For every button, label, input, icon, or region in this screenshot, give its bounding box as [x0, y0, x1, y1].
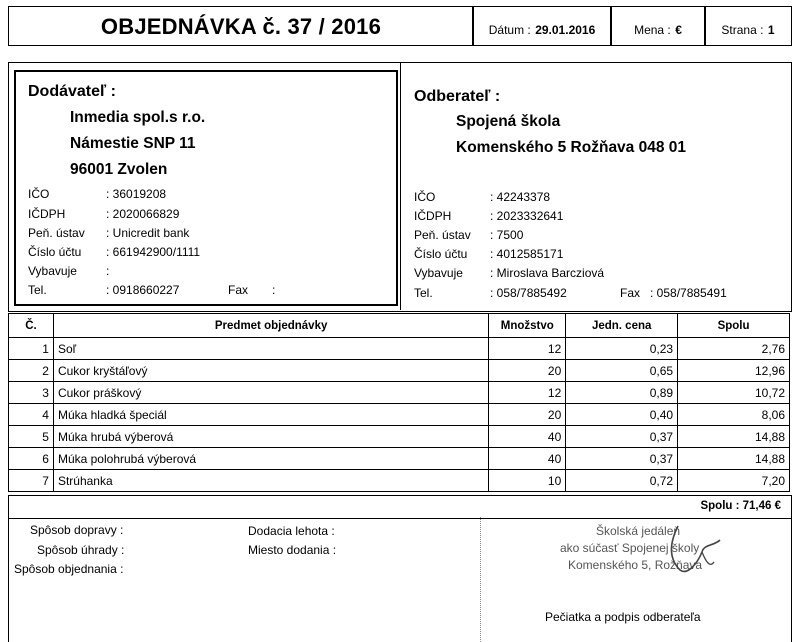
order-items-table	[8, 313, 790, 492]
order-total: Spolu : 71,46 €	[700, 500, 781, 512]
ordering-label: Spôsob objednania :	[14, 562, 124, 576]
row-no: 3	[9, 382, 54, 404]
row-item: Múka hladká špeciál	[53, 404, 488, 426]
customer-contact-label: Vybavuje	[414, 266, 463, 280]
row-item: Múka hrubá výberová	[53, 426, 488, 448]
supplier-heading: Dodávateľ :	[28, 83, 116, 100]
supplier-street: Námestie SNP 11	[70, 135, 196, 152]
supplier-fax-label: Fax	[228, 283, 249, 297]
row-total: 14,88	[678, 448, 790, 470]
row-total: 2,76	[678, 338, 790, 360]
customer-account-value: : 4012585171	[490, 247, 564, 261]
stamp-line-1: Školská jedáleň	[596, 524, 681, 538]
currency-label: Mena :	[634, 23, 671, 37]
customer-name: Spojená škola	[456, 113, 561, 130]
date-cell	[472, 6, 612, 46]
row-no: 2	[9, 360, 54, 382]
table-row	[9, 360, 790, 382]
date-value: 29.01.2016	[535, 23, 596, 37]
row-total: 14,88	[678, 426, 790, 448]
row-total: 7,20	[678, 470, 790, 492]
page-label: Strana :	[721, 23, 764, 37]
table-row	[9, 426, 790, 448]
col-header-total: Spolu	[678, 314, 790, 338]
row-item: Cukor práškový	[53, 382, 488, 404]
signature-mark	[640, 522, 750, 580]
delivery-time-label: Dodacia lehota :	[248, 524, 335, 538]
row-item: Cukor kryštáľový	[53, 360, 488, 382]
page-cell	[704, 6, 792, 46]
footer-divider	[480, 517, 481, 642]
supplier-bank-label: Peň. ústav	[28, 226, 85, 240]
row-price: 0,72	[566, 470, 678, 492]
customer-icdph-label: IČDPH	[414, 209, 452, 223]
supplier-tel-value: : 0918660227	[106, 283, 180, 297]
row-price: 0,89	[566, 382, 678, 404]
stamp-line-2: ako súčasť Spojenej školy	[560, 541, 700, 555]
row-qty: 20	[489, 404, 566, 426]
customer-icdph-value: : 2023332641	[490, 209, 564, 223]
row-qty: 10	[489, 470, 566, 492]
customer-bank-value: : 7500	[490, 228, 524, 242]
customer-ico-label: IČO	[414, 190, 436, 204]
row-item: Soľ	[53, 338, 488, 360]
transport-label: Spôsob dopravy :	[30, 523, 124, 537]
table-row	[9, 448, 790, 470]
customer-bank-label: Peň. ústav	[414, 228, 471, 242]
row-qty: 20	[489, 360, 566, 382]
stamp-line-3: Komenského 5, Rožňava	[568, 558, 703, 572]
customer-fax-value: : 058/7885491	[650, 286, 727, 300]
table-row	[9, 470, 790, 492]
row-no: 4	[9, 404, 54, 426]
supplier-account-label: Číslo účtu	[28, 245, 82, 259]
customer-heading: Odberateľ :	[414, 88, 501, 105]
row-no: 7	[9, 470, 54, 492]
row-total: 10,72	[678, 382, 790, 404]
customer-ico-value: : 42243378	[490, 190, 551, 204]
supplier-name: Inmedia spol.s r.o.	[70, 109, 206, 126]
customer-fax-label: Fax	[620, 286, 641, 300]
supplier-contact-value: :	[106, 264, 110, 278]
table-row	[9, 338, 790, 360]
row-no: 1	[9, 338, 54, 360]
row-qty: 40	[489, 448, 566, 470]
order-title-box	[8, 6, 474, 46]
supplier-fax-value: :	[272, 283, 276, 297]
supplier-bank-value: : Unicredit bank	[106, 226, 190, 240]
row-price: 0,37	[566, 448, 678, 470]
supplier-tel-label: Tel.	[28, 283, 47, 297]
supplier-city: 96001 Zvolen	[70, 161, 168, 178]
supplier-icdph-value: : 2020066829	[106, 207, 180, 221]
col-header-item: Predmet objednávky	[53, 314, 488, 338]
row-item: Strúhanka	[53, 470, 488, 492]
row-total: 8,06	[678, 404, 790, 426]
row-total: 12,96	[678, 360, 790, 382]
signature-label: Pečiatka a podpis odberateľa	[545, 610, 701, 624]
payment-label: Spôsob úhrady :	[37, 543, 125, 557]
table-header-row	[9, 314, 790, 338]
delivery-place-label: Miesto dodania :	[248, 543, 337, 557]
col-header-qty: Množstvo	[489, 314, 566, 338]
currency-cell	[610, 6, 706, 46]
date-label: Dátum :	[488, 23, 531, 37]
row-price: 0,40	[566, 404, 678, 426]
row-price: 0,23	[566, 338, 678, 360]
order-title: OBJEDNÁVKA č. 37 / 2016	[100, 14, 382, 39]
customer-tel-value: : 058/7885492	[490, 286, 567, 300]
row-no: 6	[9, 448, 54, 470]
page-value: 1	[767, 23, 775, 37]
row-item: Múka polohrubá výberová	[53, 448, 488, 470]
row-no: 5	[9, 426, 54, 448]
parties-divider	[400, 62, 401, 310]
customer-address: Komenského 5 Rožňava 048 01	[456, 139, 687, 156]
currency-value: €	[675, 23, 682, 37]
row-price: 0,65	[566, 360, 678, 382]
customer-account-label: Číslo účtu	[414, 247, 468, 261]
col-header-no: Č.	[9, 314, 54, 338]
supplier-icdph-label: IČDPH	[28, 207, 66, 221]
row-qty: 12	[489, 382, 566, 404]
row-qty: 40	[489, 426, 566, 448]
row-price: 0,37	[566, 426, 678, 448]
supplier-ico-label: IČO	[28, 187, 50, 201]
col-header-price: Jedn. cena	[566, 314, 678, 338]
customer-tel-label: Tel.	[414, 286, 433, 300]
supplier-account-value: : 661942900/1111	[106, 245, 201, 259]
customer-contact-value: : Miroslava Barcziová	[490, 266, 605, 280]
table-row	[9, 404, 790, 426]
supplier-contact-label: Vybavuje	[28, 264, 77, 278]
row-qty: 12	[489, 338, 566, 360]
supplier-ico-value: : 36019208	[106, 187, 167, 201]
order-total-row	[8, 495, 792, 519]
table-row	[9, 382, 790, 404]
